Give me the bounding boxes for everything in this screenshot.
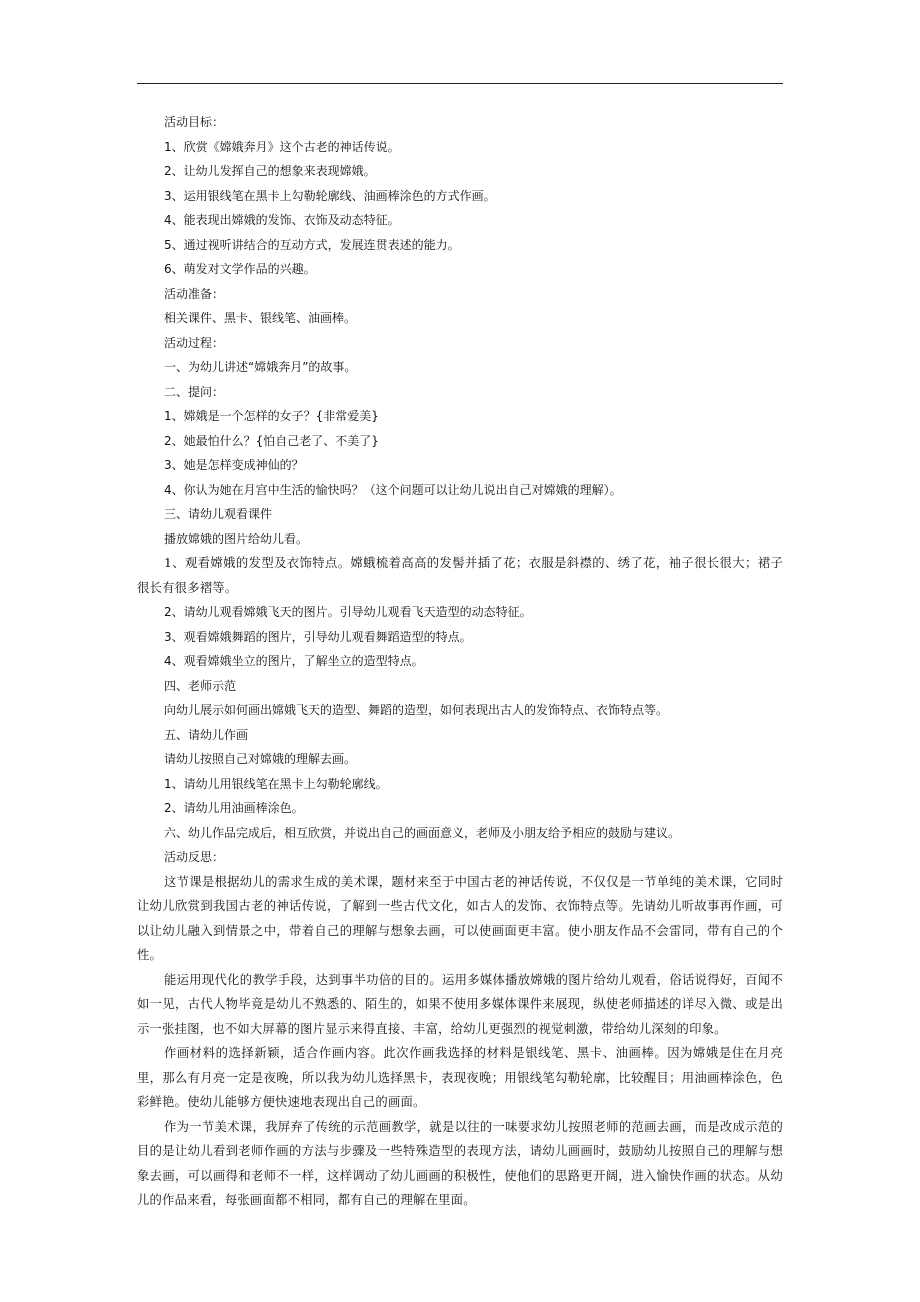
- goal-item: 2、让幼儿发挥自己的想象来表现嫦娥。: [164, 164, 376, 178]
- preparation-heading: 活动准备：: [164, 286, 225, 301]
- document-body: [137, 110, 783, 1213]
- goal-item: 5、通过视听讲结合的互动方式，发展连贯表述的能力。: [164, 237, 460, 252]
- header-rule: [137, 83, 783, 84]
- process-text: 播放嫦娥的图片给幼儿看。: [164, 531, 309, 546]
- process-text: 请幼儿按照自己对嫦娥的理解去画。: [164, 752, 357, 766]
- drawing-item: 2、请幼儿用油画棒涂色。: [164, 801, 304, 815]
- goals-heading: 活动目标：: [164, 115, 225, 129]
- preparation-text: 相关课件、黑卡、银线笔、油画棒。: [164, 311, 357, 325]
- process-step: 四、老师示范: [164, 678, 237, 693]
- process-step: 三、请幼儿观看课件: [164, 507, 273, 521]
- reflection-paragraph: 作画材料的选择新颖，适合作画内容。此次作画我选择的材料是银线笔、黑卡、油画棒。因为嫦娥是住在月亮里，那么有月亮一定是夜晚，所以我为幼儿选择黑卡，表现夜晚；用银线笔勾勒轮廓，比较醒目；用油画棒涂色，色彩鲜艳。使幼儿能够方便快速地表现出自己的画面。: [137, 1046, 783, 1109]
- question-item: 3、她是怎样变成神仙的？: [164, 458, 304, 472]
- reflection-paragraph: 这节课是根据幼儿的需求生成的美术课，题材来至于中国古老的神话传说，不仅仅是一节单纯的美术课，它同时让幼儿欣赏到我国古老的神话传说，了解到一些古代文化，如古人的发饰、衣饰特点等。先请幼儿听故事再作画，可以让幼儿融入到情景之中，带着自己的理解与想象去画，可以使画面更丰富。使小朋友作品不会雷同，带有自己的个性。: [137, 874, 783, 962]
- goal-item: 4、能表现出嫦娥的发饰、衣饰及动态特征。: [164, 213, 400, 227]
- question-item: 1、嫦娥是一个怎样的女子？{非常爱美}: [164, 409, 379, 423]
- reflection-paragraph: 能运用现代化的教学手段，达到事半功倍的目的。运用多媒体播放嫦娥的图片给幼儿观看，俗话说得好，百闻不如一见，古代人物毕竟是幼儿不熟悉的、陌生的，如果不使用多媒体课件来展现，纵使老师描述的详尽入微、或是出示一张挂图，也不如大屏幕的图片显示来得直接、丰富，给幼儿更强烈的视觉刺激，带给幼儿深刻的印象。: [137, 972, 783, 1036]
- costume-paragraph: 1、观看嫦娥的发型及衣饰特点。嫦蛾梳着高高的发髻并插了花；衣服是斜襟的、绣了花，袖子很长很大；裙子很长有很多褶等。: [137, 556, 783, 595]
- process-step: 五、请幼儿作画: [164, 727, 249, 742]
- viewing-item: 2、请幼儿观看嫦娥飞天的图片。引导幼儿观看飞天造型的动态特征。: [164, 605, 532, 619]
- question-item: 2、她最怕什么？{怕自己老了、不美了}: [164, 433, 379, 448]
- goal-item: 6、萌发对文学作品的兴趣。: [164, 262, 316, 276]
- process-step: 二、提问：: [164, 384, 225, 399]
- question-item: 4、你认为她在月宫中生活的愉快吗？（这个问题可以让幼儿说出自己对嫦娥的理解）。: [164, 482, 622, 497]
- process-text: 向幼儿展示如何画出嫦娥飞天的造型、舞蹈的造型，如何表现出古人的发饰特点、衣饰特点等。: [164, 703, 669, 717]
- goal-item: 3、运用银线笔在黑卡上勾勒轮廓线、油画棒涂色的方式作画。: [164, 188, 496, 203]
- drawing-item: 1、请幼儿用银线笔在黑卡上勾勒轮廓线。: [164, 776, 388, 791]
- reflection-paragraph: 作为一节美术课，我屏弃了传统的示范画教学，就是以往的一味要求幼儿按照老师的范画去画，而是改成示范的目的是让幼儿看到老师作画的方法与步骤及一些特殊造型的表现方法，请幼儿画画时，鼓励幼儿按照自己的理解与想象去画，可以画得和老师不一样，这样调动了幼儿画画的积极性，使他们的思路更开阔，进入愉快作画的状态。从幼儿的作品来看，每张画面都不相同，都有自己的理解在里面。: [137, 1119, 783, 1207]
- process-heading: 活动过程：: [164, 335, 225, 350]
- viewing-item: 4、观看嫦娥坐立的图片，了解坐立的造型特点。: [164, 654, 424, 668]
- viewing-item: 3、观看嫦娥舞蹈的图片，引导幼儿观看舞蹈造型的特点。: [164, 629, 472, 644]
- goal-item: 1、欣赏《嫦娥奔月》这个古老的神话传说。: [164, 139, 400, 154]
- reflection-heading: 活动反思：: [164, 850, 225, 864]
- process-step: 六、幼儿作品完成后，相互欣赏，并说出自己的画面意义，老师及小朋友给予相应的鼓励与建议。: [164, 825, 681, 840]
- process-step: 一、为幼儿讲述“嫦娥奔月”的故事。: [164, 360, 357, 374]
